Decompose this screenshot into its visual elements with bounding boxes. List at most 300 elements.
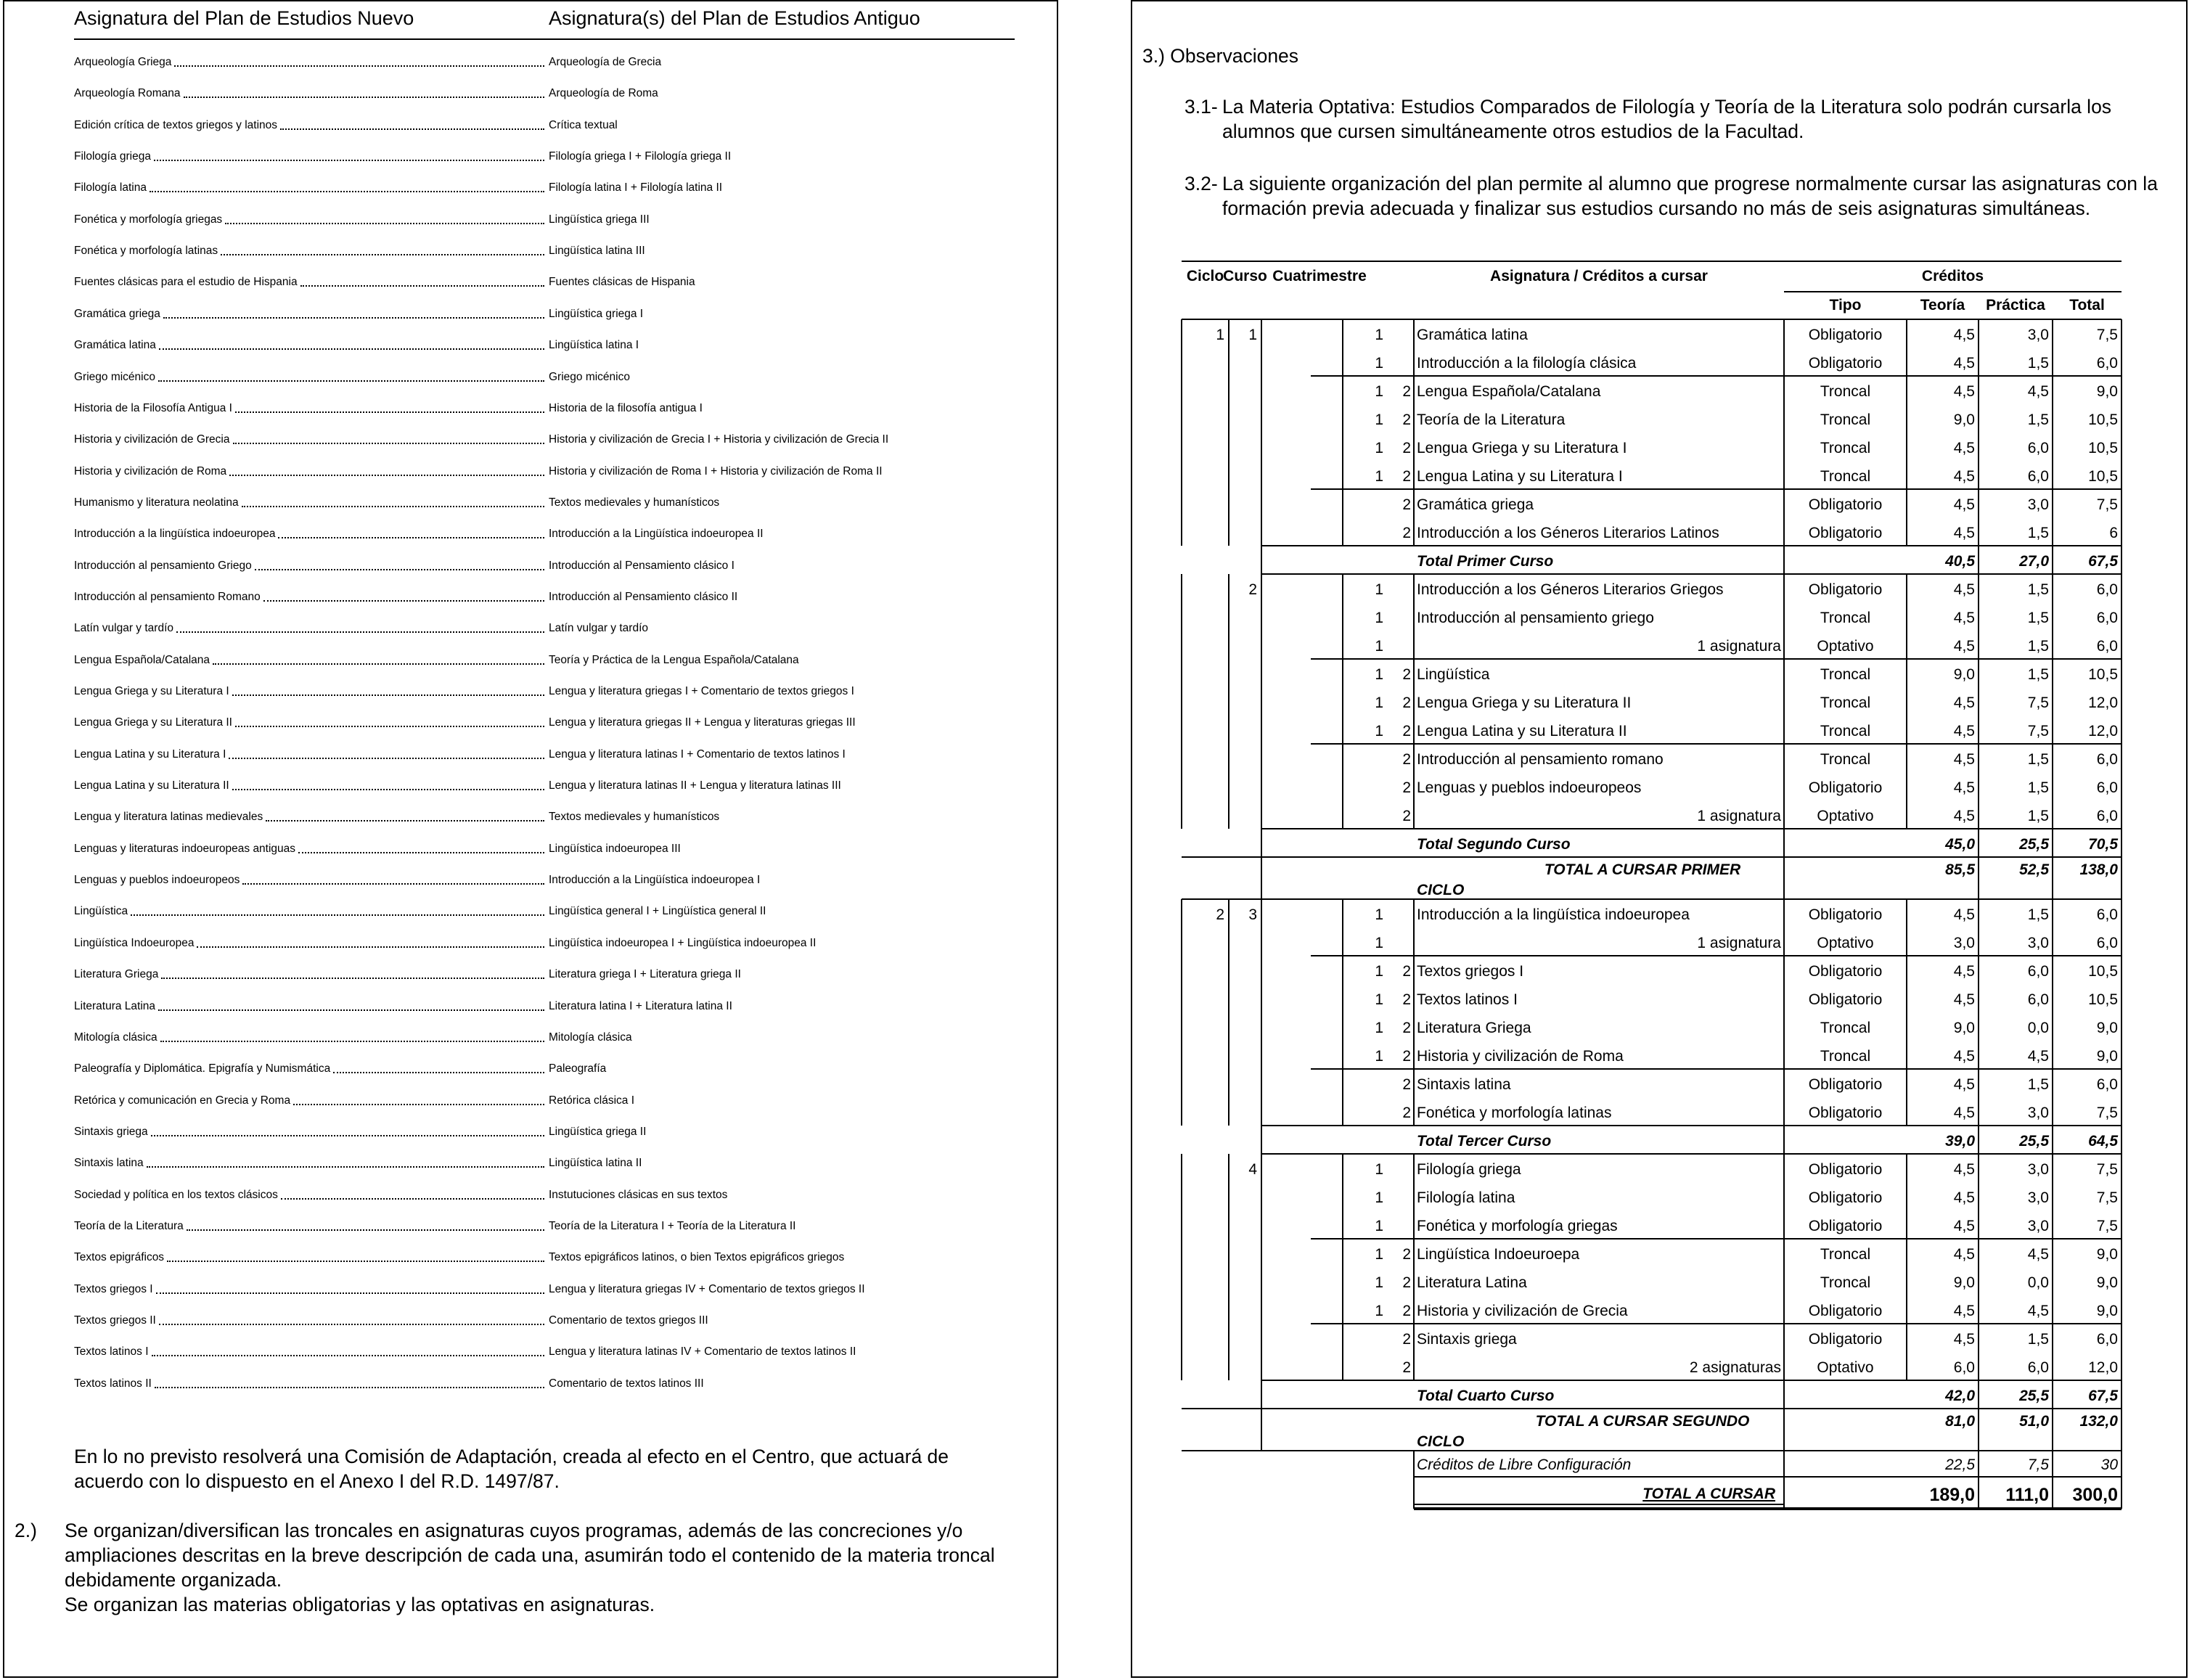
column-header-new: Asignatura del Plan de Estudios Nuevo [74, 7, 414, 29]
cell-cuatrimestre-2: 2 [1402, 991, 1411, 1008]
cell-asignatura: 1 asignatura [1697, 638, 1781, 655]
new-subject: Lengua Latina y su Literatura II [74, 779, 229, 792]
new-subject: Humanismo y literatura neolatina [74, 496, 239, 509]
cell-total: 9,0 [2096, 383, 2118, 400]
cell-practica: 27,0 [2019, 553, 2049, 570]
cell-tipo: Troncal [1820, 1246, 1871, 1263]
cell-cuatrimestre-1: 1 [1375, 440, 1383, 456]
cell-total: 10,5 [2088, 440, 2118, 456]
old-subjects: Lingüística latina III [549, 245, 645, 258]
new-subject: Literatura Griega [74, 968, 159, 981]
cell-practica: 1,5 [2027, 638, 2049, 655]
old-subjects: Lengua y literatura latinas I + Comentario de textos latinos I [549, 747, 846, 761]
cell-tipo: Obligatorio [1808, 355, 1883, 372]
cell-teoria: 4,5 [1953, 610, 1975, 626]
cell-total: 10,5 [2088, 411, 2118, 428]
equivalence-row [74, 335, 1018, 356]
cell-total: 6,0 [2096, 935, 2118, 951]
cell-cuatrimestre-1: 1 [1375, 723, 1383, 739]
obs-3-1-number: 3.1- [1184, 96, 1218, 118]
new-subject: Textos latinos II [74, 1377, 152, 1390]
cell-cuatrimestre-2: 2 [1402, 1076, 1411, 1093]
equivalence-row [74, 523, 1018, 545]
old-subjects: Lengua y literatura latinas II + Lengua y literatura latinas III [549, 779, 841, 792]
ciclo-label: TOTAL A CURSAR PRIMER [1544, 861, 1741, 878]
equivalence-row [74, 1152, 1018, 1174]
cell-teoria: 4,5 [1953, 581, 1975, 598]
old-subjects: Textos epigráficos latinos, o bien Textos epigráficos griegos [549, 1251, 845, 1264]
cell-cuatrimestre-2: 2 [1402, 1331, 1411, 1348]
cell-teoria: 4,5 [1953, 1161, 1975, 1178]
old-subjects: Fuentes clásicas de Hispania [549, 276, 695, 289]
old-subjects: Lingüística griega III [549, 213, 650, 226]
cell-cuatrimestre-1: 1 [1375, 1161, 1383, 1178]
dot-leader [150, 181, 544, 192]
cell-practica: 6,0 [2027, 468, 2049, 485]
cell-practica: 6,0 [2027, 440, 2049, 456]
cell-teoria: 85,5 [1945, 861, 1975, 878]
dot-leader [174, 56, 544, 67]
cell-curso: 4 [1248, 1161, 1257, 1178]
equivalence-row [74, 303, 1018, 325]
cell-asignatura: 2 asignaturas [1689, 1359, 1781, 1376]
cell-tipo: Obligatorio [1808, 963, 1883, 980]
new-subject: Lengua Griega y su Literatura I [74, 685, 229, 697]
dot-leader [167, 1251, 544, 1262]
cell-total: 7,5 [2096, 496, 2118, 513]
new-subject: Sintaxis griega [74, 1125, 148, 1138]
new-subject: Fonética y morfología latinas [74, 245, 218, 258]
header-total: Total [2069, 297, 2105, 314]
section-2-text-b: Se organizan las materias obligatorias y las optativas en asignaturas. [65, 1594, 655, 1615]
dot-leader [255, 560, 544, 570]
cell-teoria: 4,5 [1953, 1105, 1975, 1121]
cell-practica: 3,0 [2027, 327, 2049, 343]
cell-cuatrimestre-1: 1 [1375, 411, 1383, 428]
dot-leader [187, 1220, 544, 1231]
cell-teoria: 189,0 [1929, 1485, 1975, 1505]
old-subjects: Literatura latina I + Literatura latina II [549, 999, 732, 1012]
old-subjects: Introducción al Pensamiento clásico I [549, 559, 735, 572]
cell-total: 6,0 [2096, 906, 2118, 923]
cell-asignatura: Gramática griega [1417, 496, 1534, 513]
equivalence-row [74, 492, 1018, 514]
new-subject: Gramática latina [74, 339, 156, 352]
cell-practica: 1,5 [2027, 411, 2049, 428]
cell-tipo: Troncal [1820, 1048, 1871, 1065]
dot-leader [229, 748, 544, 759]
dot-leader [158, 1000, 544, 1011]
cell-teoria: 4,5 [1953, 496, 1975, 513]
new-subject: Latín vulgar y tardío [74, 622, 173, 635]
equivalence-row [74, 650, 1018, 671]
dot-leader [197, 937, 544, 948]
cell-tipo: Troncal [1820, 694, 1871, 711]
cell-cuatrimestre-2: 2 [1402, 440, 1411, 456]
cell-cuatrimestre-1: 1 [1375, 1048, 1383, 1065]
new-subject: Sintaxis latina [74, 1157, 144, 1170]
cell-teoria: 4,5 [1953, 1246, 1975, 1263]
dot-leader [232, 685, 544, 696]
cell-asignatura: Fonética y morfología griegas [1417, 1218, 1618, 1234]
cell-practica: 4,5 [2027, 1048, 2049, 1065]
cell-tipo: Troncal [1820, 411, 1871, 428]
dot-leader [152, 1345, 544, 1356]
cell-cuatrimestre-2: 2 [1402, 1359, 1411, 1376]
cell-practica: 3,0 [2027, 1161, 2049, 1178]
cell-total: 64,5 [2088, 1133, 2118, 1150]
cell-asignatura: Literatura Latina [1417, 1274, 1527, 1291]
cell-practica: 111,0 [2005, 1485, 2049, 1505]
cell-total: 10,5 [2088, 666, 2118, 683]
cell-total: 6,0 [2096, 610, 2118, 626]
cell-teoria: 4,5 [1953, 1303, 1975, 1319]
cell-asignatura: Introducción a los Géneros Literarios Latinos [1417, 525, 1719, 541]
cell-asignatura: Lengua Griega y su Literatura I [1417, 440, 1627, 456]
cell-tipo: Troncal [1820, 751, 1871, 768]
total-label: Total Segundo Curso [1417, 836, 1571, 853]
cell-asignatura: Lingüística Indoeuroepa [1417, 1246, 1580, 1263]
cell-tipo: Troncal [1820, 1274, 1871, 1291]
cell-total: 9,0 [2096, 1048, 2118, 1065]
old-subjects: Textos medievales y humanísticos [549, 811, 720, 824]
cell-cuatrimestre-1: 1 [1375, 383, 1383, 400]
cell-cuatrimestre-1: 1 [1375, 935, 1383, 951]
old-subjects: Historia y civilización de Grecia I + Historia y civilización de Grecia II [549, 433, 889, 446]
cell-total: 67,5 [2088, 553, 2118, 570]
cell-tipo: Troncal [1820, 383, 1871, 400]
equivalence-row [74, 461, 1018, 483]
cell-asignatura: Fonética y morfología latinas [1417, 1105, 1612, 1121]
new-subject: Paleografía y Diplomática. Epigrafía y Numismática [74, 1062, 331, 1075]
cell-practica: 4,5 [2027, 383, 2049, 400]
cell-cuatrimestre-1: 1 [1375, 906, 1383, 923]
new-subject: Textos griegos I [74, 1282, 153, 1295]
cell-total: 300,0 [2072, 1485, 2118, 1505]
cell-cuatrimestre-1: 1 [1375, 1246, 1383, 1263]
header-asignatura: Asignatura / Créditos a cursar [1490, 268, 1708, 284]
new-subject: Lenguas y pueblos indoeuropeos [74, 874, 240, 887]
cell-tipo: Obligatorio [1808, 1189, 1883, 1206]
cell-cuatrimestre-2: 2 [1402, 1020, 1411, 1036]
cell-cuatrimestre-1: 1 [1375, 1020, 1383, 1036]
cell-asignatura: Introducción a la lingüística indoeuropea [1417, 906, 1690, 923]
cell-total: 9,0 [2096, 1274, 2118, 1291]
equivalence-row [74, 712, 1018, 734]
cell-teoria: 4,5 [1953, 906, 1975, 923]
dot-leader [160, 1031, 544, 1042]
cell-tipo: Obligatorio [1808, 496, 1883, 513]
equivalence-row [74, 618, 1018, 639]
cell-asignatura: 1 asignatura [1697, 808, 1781, 824]
equivalence-row [74, 1247, 1018, 1269]
equivalence-row [74, 775, 1018, 797]
cell-practica: 25,5 [2019, 836, 2049, 853]
equivalence-row [74, 806, 1018, 828]
equivalence-row [74, 838, 1018, 860]
old-subjects: Literatura griega I + Literatura griega II [549, 968, 741, 981]
cell-asignatura: Lenguas y pueblos indoeuropeos [1417, 779, 1642, 796]
new-subject: Lenguas y literaturas indoeuropeas antiguas [74, 842, 296, 855]
cell-asignatura: Historia y civilización de Roma [1417, 1048, 1624, 1065]
equivalence-row [74, 996, 1018, 1017]
new-subject: Gramática griega [74, 307, 160, 320]
dot-leader [156, 1283, 544, 1294]
cell-cuatrimestre-1: 1 [1375, 1303, 1383, 1319]
cell-practica: 3,0 [2027, 1189, 2049, 1206]
new-subject: Edición crítica de textos griegos y latinos [74, 118, 277, 131]
cell-tipo: Obligatorio [1808, 525, 1883, 541]
dot-leader [266, 811, 544, 821]
equivalence-row [74, 366, 1018, 388]
equivalence-row [74, 271, 1018, 293]
dot-leader [184, 87, 545, 98]
cell-teoria: 4,5 [1953, 1048, 1975, 1065]
cell-practica: 4,5 [2027, 1246, 2049, 1263]
old-subjects: Paleografía [549, 1062, 607, 1075]
old-subjects: Historia de la filosofía antigua I [549, 401, 703, 414]
equivalence-panel [3, 0, 1058, 1678]
cell-total: 67,5 [2088, 1388, 2118, 1404]
cell-asignatura: Lengua Española/Catalana [1417, 383, 1601, 400]
cell-practica: 3,0 [2027, 1105, 2049, 1121]
cell-total: 138,0 [2079, 861, 2118, 878]
new-subject: Lingüística Indoeuropea [74, 936, 195, 949]
cell-total: 12,0 [2088, 1359, 2118, 1376]
cell-total: 7,5 [2096, 1218, 2118, 1234]
dot-leader [221, 245, 544, 255]
cell-total: 6,0 [2096, 638, 2118, 655]
dot-leader [158, 371, 544, 382]
cell-total: 6,0 [2096, 808, 2118, 824]
cell-cuatrimestre-1: 1 [1375, 581, 1383, 598]
new-subject: Lengua Griega y su Literatura II [74, 716, 232, 729]
cell-total: 7,5 [2096, 1189, 2118, 1206]
cell-total: 10,5 [2088, 991, 2118, 1008]
cell-cuatrimestre-1: 1 [1375, 638, 1383, 655]
new-subject: Literatura Latina [74, 999, 156, 1012]
new-subject: Historia y civilización de Roma [74, 464, 227, 478]
old-subjects: Introducción a la Lingüística indoeuropea I [549, 874, 761, 887]
cell-cuatrimestre-2: 2 [1402, 1274, 1411, 1291]
old-subjects: Filología latina I + Filología latina II [549, 181, 723, 194]
new-subject: Mitología clásica [74, 1030, 157, 1044]
cell-asignatura: Literatura Griega [1417, 1020, 1531, 1036]
cell-cuatrimestre-1: 1 [1375, 963, 1383, 980]
new-subject: Historia de la Filosofía Antigua I [74, 401, 232, 414]
dot-leader [235, 402, 544, 413]
cell-tipo: Obligatorio [1808, 1303, 1883, 1319]
cell-practica: 6,0 [2027, 1359, 2049, 1376]
dot-leader [161, 968, 544, 979]
cell-teoria: 45,0 [1945, 836, 1975, 853]
dot-leader [225, 213, 544, 224]
equivalence-row [74, 933, 1018, 954]
cell-teoria: 4,5 [1953, 723, 1975, 739]
old-subjects: Lingüística latina I [549, 339, 639, 352]
old-subjects: Textos medievales y humanísticos [549, 496, 720, 509]
new-subject: Retórica y comunicación en Grecia y Roma [74, 1094, 291, 1107]
header-ciclo: Ciclo [1186, 268, 1224, 284]
new-subject: Lingüística [74, 905, 128, 918]
cell-asignatura: Introducción a la filología clásica [1417, 355, 1637, 372]
new-subject: Fuentes clásicas para el estudio de Hispania [74, 276, 298, 289]
cell-total: 7,5 [2096, 1105, 2118, 1121]
dot-leader [278, 528, 544, 538]
header-cuatrimestre: Cuatrimestre [1272, 268, 1367, 284]
equivalence-row [74, 1121, 1018, 1143]
equivalence-row [74, 115, 1018, 136]
cell-teoria: 4,5 [1953, 779, 1975, 796]
equivalence-row [74, 869, 1018, 891]
dot-leader [151, 1126, 544, 1136]
cell-tipo: Obligatorio [1808, 1161, 1883, 1178]
cell-practica: 6,0 [2027, 963, 2049, 980]
equivalence-row [74, 1216, 1018, 1237]
equivalence-row [74, 964, 1018, 986]
obs-3-2-text: La siguiente organización del plan permite al alumno que progrese normalmente cursar las asignaturas con la formación previa adecuada y finalizar sus estudios cursando no más de seis asignaturas simultáneas. [1222, 173, 2158, 219]
cell-teoria: 22,5 [1945, 1456, 1975, 1473]
dot-leader [280, 119, 544, 130]
dot-leader [131, 905, 544, 916]
equivalence-row [74, 555, 1018, 577]
equivalence-row [74, 1341, 1018, 1363]
cell-total: 9,0 [2096, 1246, 2118, 1263]
cell-cuatrimestre-2: 2 [1402, 1048, 1411, 1065]
dot-leader [298, 843, 544, 853]
cell-teoria: 4,5 [1953, 468, 1975, 485]
cell-tipo: Obligatorio [1808, 1076, 1883, 1093]
cell-teoria: 42,0 [1945, 1388, 1975, 1404]
cell-tipo: Optativo [1817, 638, 1874, 655]
equivalence-row [74, 429, 1018, 451]
cell-cuatrimestre-2: 2 [1402, 383, 1411, 400]
cell-practica: 52,5 [2019, 861, 2049, 878]
credits-table [1132, 1, 2188, 1678]
header-curso: Curso [1223, 268, 1267, 284]
cell-tipo: Obligatorio [1808, 1105, 1883, 1121]
cell-tipo: Optativo [1817, 808, 1874, 824]
old-subjects: Lingüística indoeuropea I + Lingüística indoeuropea II [549, 936, 817, 949]
ciclo-label-2: CICLO [1417, 1433, 1465, 1450]
cell-tipo: Optativo [1817, 1359, 1874, 1376]
old-subjects: Comentario de textos griegos III [549, 1314, 708, 1327]
cell-teoria: 3,0 [1953, 935, 1975, 951]
old-subjects: Lengua y literatura latinas IV + Comentario de textos latinos II [549, 1345, 856, 1359]
cell-total: 6,0 [2096, 751, 2118, 768]
cell-practica: 1,5 [2027, 751, 2049, 768]
cell-practica: 0,0 [2027, 1274, 2049, 1291]
cell-cuatrimestre-2: 2 [1402, 963, 1411, 980]
cell-asignatura: Filología latina [1417, 1189, 1515, 1206]
cell-cuatrimestre-1: 1 [1375, 1189, 1383, 1206]
cell-practica: 1,5 [2027, 779, 2049, 796]
equivalence-row [74, 398, 1018, 419]
equivalence-row [74, 1310, 1018, 1332]
cell-cuatrimestre-1: 1 [1375, 694, 1383, 711]
cell-tipo: Obligatorio [1808, 327, 1883, 343]
equivalence-row [74, 52, 1018, 73]
new-subject: Introducción a la lingüística indoeuropea [74, 528, 276, 541]
cell-total: 12,0 [2088, 723, 2118, 739]
libre-label: Créditos de Libre Configuración [1417, 1456, 1632, 1473]
cell-teoria: 81,0 [1945, 1413, 1975, 1430]
equivalence-row [74, 240, 1018, 262]
cell-teoria: 4,5 [1953, 808, 1975, 824]
cell-tipo: Troncal [1820, 1020, 1871, 1036]
dot-leader [233, 433, 545, 444]
cell-teoria: 4,5 [1953, 991, 1975, 1008]
cell-practica: 25,5 [2019, 1133, 2049, 1150]
cell-cuatrimestre-2: 2 [1402, 1246, 1411, 1263]
cell-total: 10,5 [2088, 963, 2118, 980]
old-subjects: Arqueología de Roma [549, 87, 658, 100]
cell-total: 6,0 [2096, 1076, 2118, 1093]
cell-teoria: 6,0 [1953, 1359, 1975, 1376]
equivalence-row [74, 146, 1018, 168]
dot-leader [159, 1314, 544, 1325]
cell-tipo: Obligatorio [1808, 991, 1883, 1008]
equivalence-row [74, 177, 1018, 199]
cell-curso: 2 [1248, 581, 1257, 598]
header-creditos: Créditos [1921, 268, 1984, 284]
cell-asignatura: Lengua Latina y su Literatura I [1417, 468, 1623, 485]
cell-total: 6,0 [2096, 779, 2118, 796]
adaptation-note: En lo no previsto resolverá una Comisión de Adaptación, creada al efecto en el Centro, que actuará de acuerdo con lo dispuesto en el Anexo I del R.D. 1497/87. [74, 1446, 949, 1492]
cell-teoria: 9,0 [1953, 1274, 1975, 1291]
grand-total-label: TOTAL A CURSAR [1642, 1486, 1775, 1502]
new-subject: Griego micénico [74, 370, 155, 383]
old-subjects: Filología griega I + Filología griega II [549, 150, 732, 163]
cell-cuatrimestre-2: 2 [1402, 694, 1411, 711]
old-subjects: Crítica textual [549, 118, 618, 131]
cell-teoria: 9,0 [1953, 1020, 1975, 1036]
new-subject: Historia y civilización de Grecia [74, 433, 230, 446]
cell-asignatura: Lingüística [1417, 666, 1490, 683]
observations-panel [1131, 0, 2188, 1678]
old-subjects: Lingüística general I + Lingüística general II [549, 905, 766, 918]
total-label: Total Tercer Curso [1417, 1133, 1552, 1150]
new-subject: Sociedad y política en los textos clásicos [74, 1188, 278, 1201]
old-subjects: Lingüística indoeuropea III [549, 842, 681, 855]
dot-leader [155, 1377, 544, 1388]
new-subject: Arqueología Romana [74, 87, 181, 100]
old-subjects: Introducción a la Lingüística indoeuropea II [549, 528, 764, 541]
dot-leader [281, 1189, 544, 1200]
new-subject: Lengua Latina y su Literatura I [74, 747, 226, 761]
cell-practica: 0,0 [2027, 1020, 2049, 1036]
dot-leader [147, 1157, 544, 1168]
equivalence-row [74, 586, 1018, 608]
dot-leader [154, 150, 544, 161]
old-subjects: Lingüística griega II [549, 1125, 647, 1138]
new-subject: Teoría de la Literatura [74, 1219, 184, 1232]
cell-asignatura: Lengua Latina y su Literatura II [1417, 723, 1627, 739]
cell-cuatrimestre-2: 2 [1402, 751, 1411, 768]
dot-leader [235, 716, 544, 727]
old-subjects: Griego micénico [549, 370, 630, 383]
dot-leader [333, 1062, 544, 1073]
cell-teoria: 4,5 [1953, 525, 1975, 541]
cell-practica: 7,5 [2027, 723, 2049, 739]
dot-leader [229, 465, 544, 476]
cell-practica: 1,5 [2027, 906, 2049, 923]
cell-asignatura: Historia y civilización de Grecia [1417, 1303, 1628, 1319]
dot-leader [300, 276, 544, 287]
cell-total: 9,0 [2096, 1020, 2118, 1036]
new-subject: Fonética y morfología griegas [74, 213, 223, 226]
cell-practica: 1,5 [2027, 808, 2049, 824]
